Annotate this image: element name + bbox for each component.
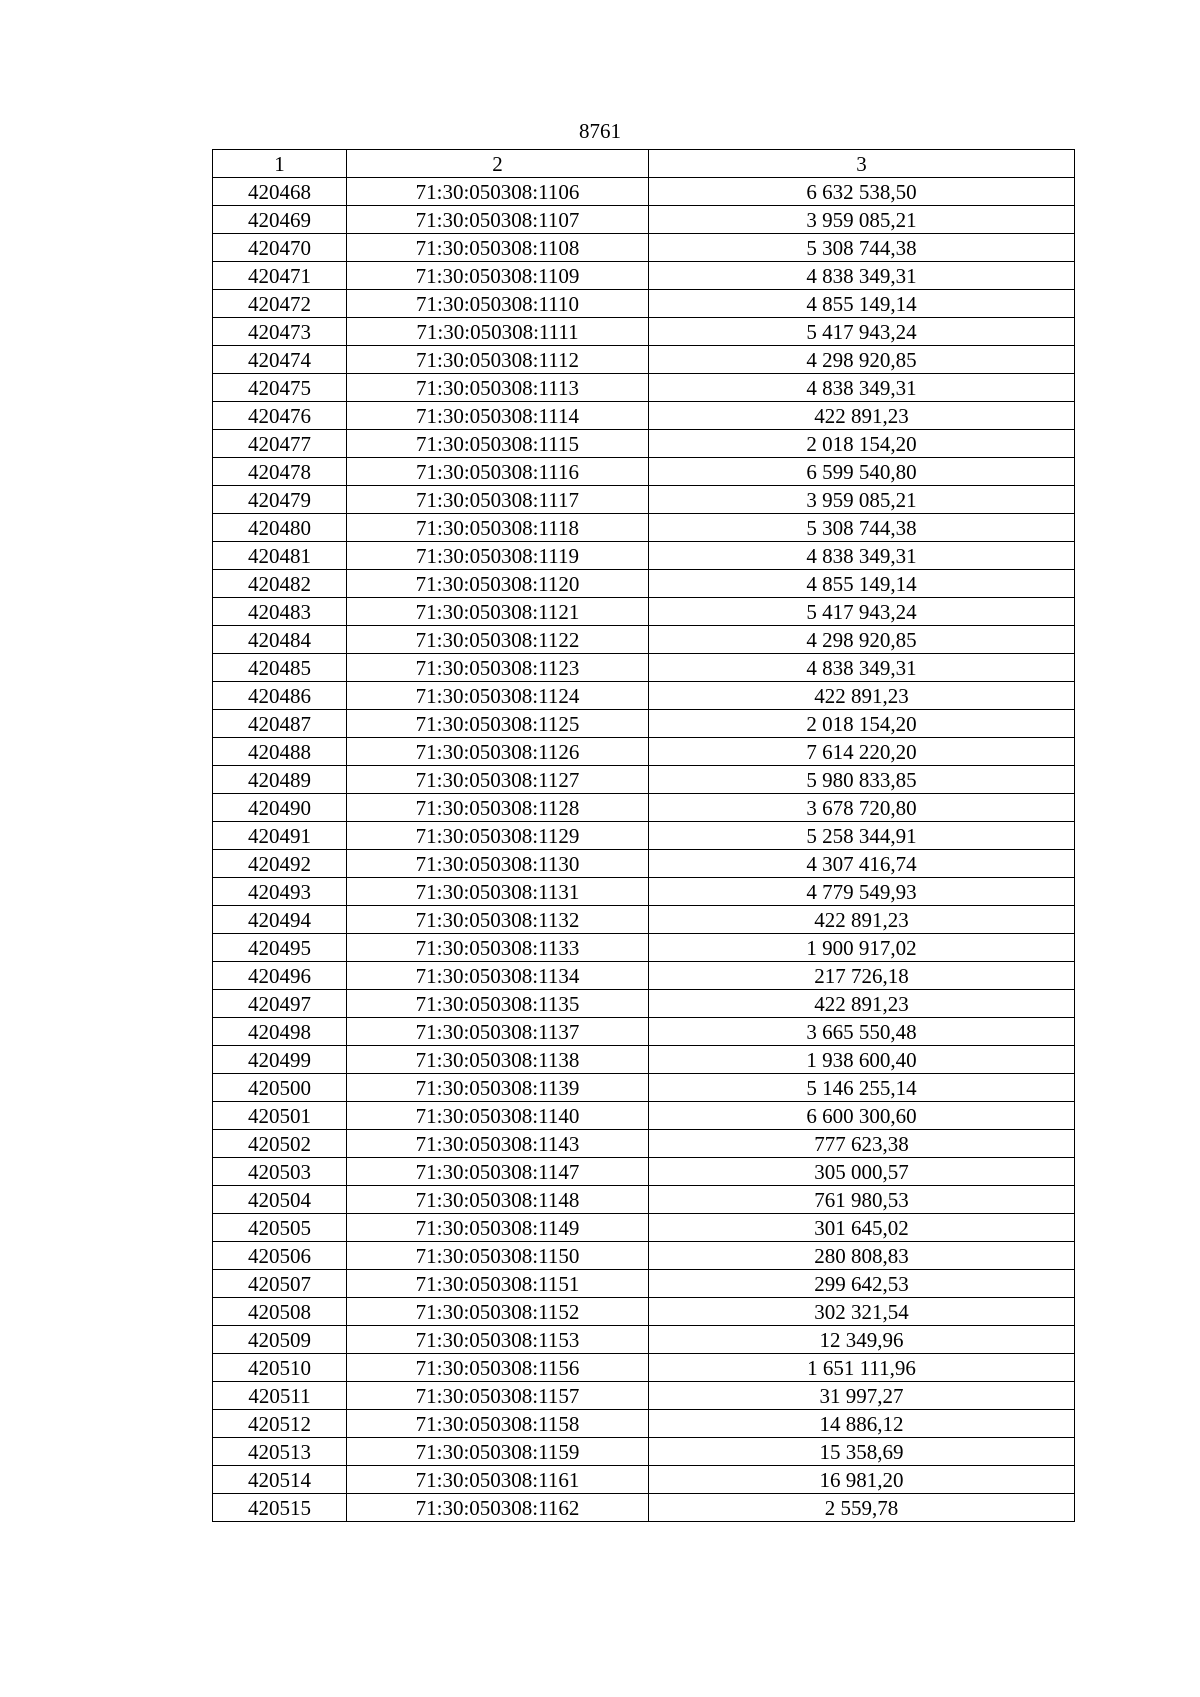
row-number-cell: 420514 [213,1466,347,1494]
row-number-cell: 420473 [213,318,347,346]
row-number-cell: 420515 [213,1494,347,1522]
row-number-cell: 420471 [213,262,347,290]
cadastral-number-cell: 71:30:050308:1150 [347,1242,649,1270]
row-number-cell: 420487 [213,710,347,738]
value-cell: 3 959 085,21 [649,486,1075,514]
cadastral-number-cell: 71:30:050308:1108 [347,234,649,262]
row-number-cell: 420504 [213,1186,347,1214]
cadastral-number-cell: 71:30:050308:1133 [347,934,649,962]
table-row [213,262,1075,290]
cadastral-number-cell: 71:30:050308:1137 [347,1018,649,1046]
value-cell: 1 938 600,40 [649,1046,1075,1074]
cadastral-number-cell: 71:30:050308:1158 [347,1410,649,1438]
value-cell: 3 665 550,48 [649,1018,1075,1046]
value-cell: 6 599 540,80 [649,458,1075,486]
cadastral-number-cell: 71:30:050308:1148 [347,1186,649,1214]
cadastral-number-cell: 71:30:050308:1112 [347,346,649,374]
table-row [213,430,1075,458]
row-number-cell: 420478 [213,458,347,486]
cadastral-number-cell: 71:30:050308:1131 [347,878,649,906]
row-number-cell: 420510 [213,1354,347,1382]
table-row [213,458,1075,486]
row-number-cell: 420508 [213,1298,347,1326]
value-cell: 422 891,23 [649,402,1075,430]
value-cell: 302 321,54 [649,1298,1075,1326]
cadastral-number-cell: 71:30:050308:1132 [347,906,649,934]
table-row [213,1074,1075,1102]
table-row [213,598,1075,626]
row-number-cell: 420505 [213,1214,347,1242]
value-cell: 4 855 149,14 [649,290,1075,318]
row-number-cell: 420479 [213,486,347,514]
cadastral-number-cell: 71:30:050308:1122 [347,626,649,654]
cadastral-number-cell: 71:30:050308:1138 [347,1046,649,1074]
table-row [213,1410,1075,1438]
value-cell: 4 298 920,85 [649,346,1075,374]
column-header-3: 3 [649,150,1075,178]
value-cell: 4 779 549,93 [649,878,1075,906]
value-cell: 299 642,53 [649,1270,1075,1298]
table-row [213,1018,1075,1046]
value-cell: 1 900 917,02 [649,934,1075,962]
cadastral-number-cell: 71:30:050308:1123 [347,654,649,682]
value-cell: 3 959 085,21 [649,206,1075,234]
cadastral-number-cell: 71:30:050308:1125 [347,710,649,738]
cadastral-number-cell: 71:30:050308:1140 [347,1102,649,1130]
cadastral-number-cell: 71:30:050308:1120 [347,570,649,598]
cadastral-number-cell: 71:30:050308:1149 [347,1214,649,1242]
value-cell: 280 808,83 [649,1242,1075,1270]
column-header-2: 2 [347,150,649,178]
value-cell: 4 838 349,31 [649,654,1075,682]
table-row [213,1326,1075,1354]
cadastral-number-cell: 71:30:050308:1109 [347,262,649,290]
cadastral-number-cell: 71:30:050308:1162 [347,1494,649,1522]
table-row [213,1214,1075,1242]
cadastral-number-cell: 71:30:050308:1139 [347,1074,649,1102]
table-row [213,1298,1075,1326]
row-number-cell: 420497 [213,990,347,1018]
table-row [213,514,1075,542]
table-row [213,542,1075,570]
row-number-cell: 420503 [213,1158,347,1186]
row-number-cell: 420494 [213,906,347,934]
table-row [213,206,1075,234]
value-cell: 5 308 744,38 [649,234,1075,262]
cadastral-number-cell: 71:30:050308:1128 [347,794,649,822]
row-number-cell: 420492 [213,850,347,878]
value-cell: 422 891,23 [649,906,1075,934]
row-number-cell: 420472 [213,290,347,318]
cadastral-number-cell: 71:30:050308:1118 [347,514,649,542]
row-number-cell: 420469 [213,206,347,234]
cadastral-number-cell: 71:30:050308:1156 [347,1354,649,1382]
row-number-cell: 420495 [213,934,347,962]
row-number-cell: 420500 [213,1074,347,1102]
cadastral-number-cell: 71:30:050308:1130 [347,850,649,878]
row-number-cell: 420468 [213,178,347,206]
value-cell: 3 678 720,80 [649,794,1075,822]
value-cell: 422 891,23 [649,682,1075,710]
cadastral-number-cell: 71:30:050308:1124 [347,682,649,710]
row-number-cell: 420470 [213,234,347,262]
cadastral-number-cell: 71:30:050308:1129 [347,822,649,850]
row-number-cell: 420511 [213,1382,347,1410]
table-row [213,1466,1075,1494]
cadastral-number-cell: 71:30:050308:1157 [347,1382,649,1410]
row-number-cell: 420475 [213,374,347,402]
row-number-cell: 420480 [213,514,347,542]
value-cell: 2 018 154,20 [649,710,1075,738]
value-cell: 4 307 416,74 [649,850,1075,878]
table-row [213,1102,1075,1130]
value-cell: 5 258 344,91 [649,822,1075,850]
value-cell: 2 559,78 [649,1494,1075,1522]
page-number: 8761 [579,119,621,143]
value-cell: 12 349,96 [649,1326,1075,1354]
table-row [213,486,1075,514]
row-number-cell: 420501 [213,1102,347,1130]
cadastral-number-cell: 71:30:050308:1113 [347,374,649,402]
row-number-cell: 420513 [213,1438,347,1466]
table-row [213,290,1075,318]
value-cell: 14 886,12 [649,1410,1075,1438]
table-row [213,906,1075,934]
row-number-cell: 420489 [213,766,347,794]
table-row [213,1438,1075,1466]
table-row [213,1354,1075,1382]
table-row [213,850,1075,878]
row-number-cell: 420507 [213,1270,347,1298]
registry-table [212,149,1075,1522]
value-cell: 6 632 538,50 [649,178,1075,206]
table-row [213,1494,1075,1522]
table-row [213,1242,1075,1270]
value-cell: 7 614 220,20 [649,738,1075,766]
cadastral-number-cell: 71:30:050308:1114 [347,402,649,430]
table-body [213,178,1075,1522]
cadastral-number-cell: 71:30:050308:1159 [347,1438,649,1466]
table-row [213,1158,1075,1186]
cadastral-number-cell: 71:30:050308:1116 [347,458,649,486]
row-number-cell: 420483 [213,598,347,626]
cadastral-number-cell: 71:30:050308:1110 [347,290,649,318]
table-row [213,822,1075,850]
value-cell: 5 980 833,85 [649,766,1075,794]
value-cell: 5 417 943,24 [649,598,1075,626]
row-number-cell: 420509 [213,1326,347,1354]
value-cell: 6 600 300,60 [649,1102,1075,1130]
row-number-cell: 420488 [213,738,347,766]
value-cell: 4 838 349,31 [649,374,1075,402]
table-row [213,766,1075,794]
cadastral-number-cell: 71:30:050308:1161 [347,1466,649,1494]
row-number-cell: 420499 [213,1046,347,1074]
value-cell: 301 645,02 [649,1214,1075,1242]
table-row [213,1130,1075,1158]
row-number-cell: 420490 [213,794,347,822]
row-number-cell: 420498 [213,1018,347,1046]
table-row [213,738,1075,766]
table-row [213,178,1075,206]
table-row [213,962,1075,990]
cadastral-number-cell: 71:30:050308:1153 [347,1326,649,1354]
table-row [213,402,1075,430]
value-cell: 217 726,18 [649,962,1075,990]
cadastral-number-cell: 71:30:050308:1115 [347,430,649,458]
value-cell: 305 000,57 [649,1158,1075,1186]
cadastral-number-cell: 71:30:050308:1134 [347,962,649,990]
row-number-cell: 420486 [213,682,347,710]
value-cell: 16 981,20 [649,1466,1075,1494]
cadastral-number-cell: 71:30:050308:1127 [347,766,649,794]
table-row [213,682,1075,710]
cadastral-number-cell: 71:30:050308:1121 [347,598,649,626]
row-number-cell: 420506 [213,1242,347,1270]
row-number-cell: 420482 [213,570,347,598]
row-number-cell: 420476 [213,402,347,430]
value-cell: 4 838 349,31 [649,542,1075,570]
table-row [213,1382,1075,1410]
table-row [213,318,1075,346]
cadastral-number-cell: 71:30:050308:1117 [347,486,649,514]
cadastral-number-cell: 71:30:050308:1151 [347,1270,649,1298]
cadastral-number-cell: 71:30:050308:1126 [347,738,649,766]
row-number-cell: 420493 [213,878,347,906]
table-row [213,654,1075,682]
row-number-cell: 420491 [213,822,347,850]
cadastral-number-cell: 71:30:050308:1135 [347,990,649,1018]
value-cell: 1 651 111,96 [649,1354,1075,1382]
row-number-cell: 420484 [213,626,347,654]
value-cell: 777 623,38 [649,1130,1075,1158]
row-number-cell: 420474 [213,346,347,374]
table-row [213,990,1075,1018]
table-row [213,1270,1075,1298]
value-cell: 5 308 744,38 [649,514,1075,542]
column-header-1: 1 [213,150,347,178]
table-row [213,374,1075,402]
row-number-cell: 420485 [213,654,347,682]
table-row [213,934,1075,962]
value-cell: 5 417 943,24 [649,318,1075,346]
cadastral-number-cell: 71:30:050308:1111 [347,318,649,346]
cadastral-number-cell: 71:30:050308:1106 [347,178,649,206]
cadastral-number-cell: 71:30:050308:1119 [347,542,649,570]
cadastral-number-cell: 71:30:050308:1147 [347,1158,649,1186]
value-cell: 422 891,23 [649,990,1075,1018]
row-number-cell: 420477 [213,430,347,458]
table-row [213,878,1075,906]
cadastral-number-cell: 71:30:050308:1152 [347,1298,649,1326]
value-cell: 15 358,69 [649,1438,1075,1466]
row-number-cell: 420502 [213,1130,347,1158]
table-row [213,234,1075,262]
table-header-row [213,150,1075,178]
cadastral-number-cell: 71:30:050308:1143 [347,1130,649,1158]
row-number-cell: 420496 [213,962,347,990]
row-number-cell: 420481 [213,542,347,570]
value-cell: 2 018 154,20 [649,430,1075,458]
table-row [213,1186,1075,1214]
table-row [213,626,1075,654]
row-number-cell: 420512 [213,1410,347,1438]
value-cell: 4 838 349,31 [649,262,1075,290]
value-cell: 4 855 149,14 [649,570,1075,598]
table-row [213,710,1075,738]
value-cell: 761 980,53 [649,1186,1075,1214]
value-cell: 5 146 255,14 [649,1074,1075,1102]
cadastral-number-cell: 71:30:050308:1107 [347,206,649,234]
table-row [213,346,1075,374]
table-row [213,1046,1075,1074]
table-row [213,570,1075,598]
value-cell: 4 298 920,85 [649,626,1075,654]
table-row [213,794,1075,822]
value-cell: 31 997,27 [649,1382,1075,1410]
